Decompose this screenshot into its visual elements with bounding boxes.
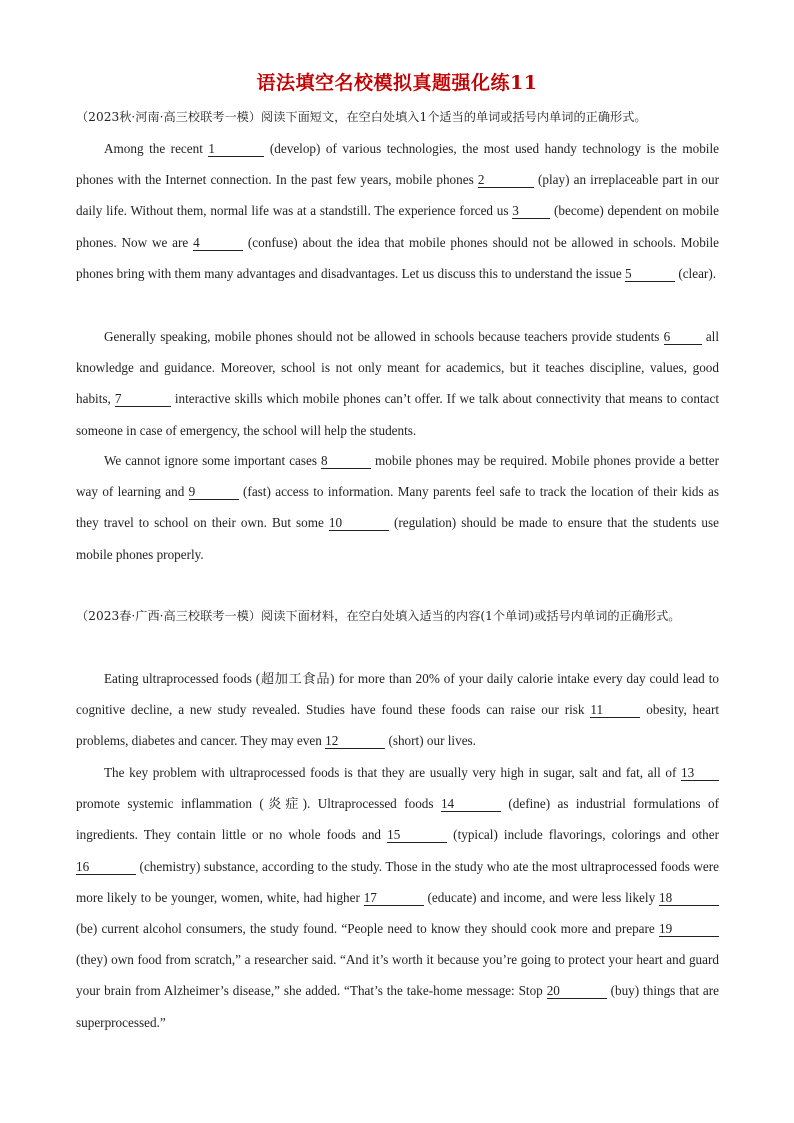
text-run: all knowledge and guidance. Moreover, school is not only meant for academics, but it teaches discipline, values, good habits, [76, 329, 720, 407]
text-run: (chemistry) substance, according to the study. Those in the study who ate the most ultraprocessed foods were more likely to be younger, women, white, had higher [76, 858, 719, 905]
blank-9[interactable]: 9 [189, 484, 239, 500]
blank-10[interactable]: 10 [329, 515, 389, 531]
blank-18[interactable]: 18 [659, 890, 719, 906]
passage2-paragraph-1 [76, 663, 719, 757]
blank-1[interactable]: 1 [208, 141, 264, 157]
blank-5[interactable]: 5 [625, 266, 675, 282]
text-run: (they) own food from scratch,” a researcher said. “And it’s worth it because you’re going to protect your heart and guard your brain from Alzheimer’s disease,” she added. “That’s the take-home message: Stop [76, 952, 719, 999]
blank-3[interactable]: 3 [512, 203, 550, 219]
text-run: (educate) and income, and were less likely [423, 889, 659, 905]
passage1-paragraph-3 [76, 445, 719, 570]
blank-20[interactable]: 20 [547, 983, 607, 999]
passage1-paragraph-1 [76, 133, 719, 289]
text-run: (develop) of various technologies, the most used handy technology is the mobile phones with the Internet connection. In the past few years, mobile phones [76, 141, 719, 188]
text-run: interactive skills which mobile phones can’t offer. If we talk about connectivity that means to contact someone in case of emergency, the school will help the students. [76, 391, 719, 438]
text-run: (define) as industrial formulations of ingredients. They contain little or no whole foods and [76, 796, 719, 843]
text-run: (become) dependent on mobile phones. Now we are [76, 203, 719, 250]
blank-4[interactable]: 4 [193, 235, 243, 251]
text-run: promote systemic inflammation (炎症). Ultraprocessed foods [76, 796, 441, 812]
text-run: Eating ultraprocessed foods (超加工食品) for more than 20% of your daily calorie intake every day could lead to cognitive decline, a new study revealed. Studies have found these foods can raise our risk [76, 671, 719, 718]
blank-14[interactable]: 14 [441, 796, 501, 812]
text-run: (play) an irreplaceable part in our daily life. Without them, normal life was at a standstill. The experience forced us [76, 172, 719, 219]
blank-12[interactable]: 12 [325, 733, 385, 749]
text-run: (fast) access to information. Many parents feel safe to track the location of their kids as they travel to school on their own. But some [76, 484, 719, 531]
blank-11[interactable]: 11 [590, 702, 640, 718]
text-run: (buy) things that are superprocessed.” [76, 983, 719, 1030]
text-run: obesity, heart problems, diabetes and cancer. They may even [76, 702, 720, 749]
blank-13[interactable]: 13 [681, 765, 719, 781]
text-run: We cannot ignore some important cases [104, 453, 322, 468]
blank-7[interactable]: 7 [115, 391, 171, 407]
text-run: The key problem with ultraprocessed foods is that they are usually very high in sugar, salt and fat, all of [104, 765, 681, 780]
text-run: (be) current alcohol consumers, the study found. “People need to know they should cook more and prepare [76, 921, 659, 937]
text-run: Among the recent [104, 141, 209, 156]
blank-17[interactable]: 17 [364, 890, 424, 906]
blank-19[interactable]: 19 [659, 921, 719, 937]
blank-2[interactable]: 2 [478, 172, 534, 188]
text-run: (typical) include flavorings, colorings and other [447, 827, 719, 843]
text-run: (confuse) about the idea that mobile phones should not be allowed in schools. Mobile phones bring with them many advantages and disadvantages. Let us discuss this to understand the issue [76, 234, 719, 281]
page-title: 语法填空名校模拟真题强化练11 [256, 72, 538, 94]
passage1-paragraph-2 [76, 321, 719, 446]
passage1-source: （2023秋·河南·高三校联考一模）阅读下面短文，在空白处填入1个适当的单词或括号内单词的正确形式。 [76, 110, 647, 124]
blank-6[interactable]: 6 [664, 329, 702, 345]
text-run: Generally speaking, mobile phones should not be allowed in schools because teachers provide students [104, 329, 664, 344]
text-run: (short) our lives. [385, 733, 476, 749]
text-run: (clear). [675, 265, 717, 281]
passage2-paragraph-2 [76, 757, 719, 1038]
blank-8[interactable]: 8 [321, 453, 371, 469]
text-run: (regulation) should be made to ensure that the students use mobile phones properly. [76, 515, 719, 562]
blank-16[interactable]: 16 [76, 859, 136, 875]
text-run: mobile phones may be required. Mobile phones provide a better way of learning and [76, 453, 719, 500]
blank-15[interactable]: 15 [387, 827, 447, 843]
passage2-source: （2023春·广西·高三校联考一模）阅读下面材料，在空白处填入适当的内容(1个单词)或括号内单词的正确形式。 [76, 609, 681, 623]
